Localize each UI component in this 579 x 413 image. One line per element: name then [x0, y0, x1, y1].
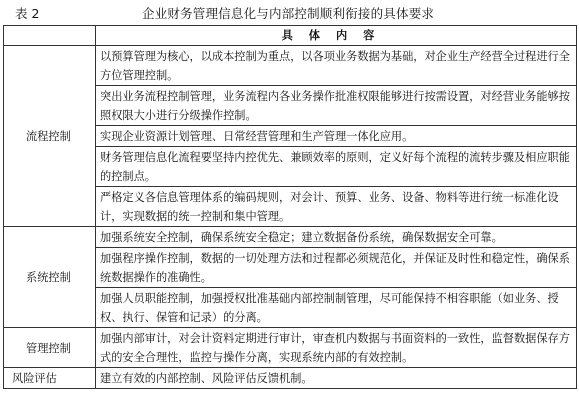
content-cell: 以预算管理为核心，以成本控制为重点，以各项业务数据为基础，对企业生产经营全过程进行全方位管理控制。 — [96, 46, 577, 86]
table-row — [4, 227, 577, 248]
content-cell: 突出业务流程控制管理，业务流程内各业务操作批准权限能够进行按需设置，对经营业务能够按照权限大小进行分级操作控制。 — [96, 86, 577, 126]
table-row — [4, 328, 577, 368]
content-cell: 实现企业资源计划管理、日常经营管理和生产管理一体化应用。 — [96, 126, 577, 147]
content-cell: 严格定义各信息管理体系的编码规则，对会计、预算、业务、设备、物料等进行统一标准化设计，实现数据的统一控制和集中管理。 — [96, 187, 577, 227]
content-cell: 加强内部审计，对会计资料定期进行审计，审查机内数据与书面资料的一致性，监督数据保存方式的安全合理性，监控与操作分离，实现系统内部的有效控制。 — [96, 328, 577, 368]
category-process-control: 流程控制 — [4, 46, 96, 227]
table-number: 表 2 — [15, 6, 40, 21]
table-row — [4, 368, 577, 389]
table-header-row — [4, 26, 577, 46]
category-risk-assessment: 风险评估 — [4, 368, 96, 389]
content-cell: 加强程序操作控制，数据的一切处理方法和过程都必须规范化，并保证及时性和稳定性，确保系统数据操作的准确性。 — [96, 248, 577, 288]
table-title: 企业财务管理信息化与内部控制顺利衔接的具体要求 — [142, 6, 435, 21]
requirements-table — [3, 25, 577, 389]
header-empty-cell — [4, 26, 96, 46]
category-system-control: 系统控制 — [4, 227, 96, 328]
content-cell: 加强人员职能控制，加强授权批准基础内部控制制管理，尽可能保持不相容职能（如业务、授权、执行、保管和记录）的分离。 — [96, 288, 577, 328]
content-cell: 财务管理信息化流程要坚持内控优先、兼顾效率的原则，定义好每个流程的流转步骤及相应职能的控制点。 — [96, 147, 577, 187]
content-cell: 加强系统安全控制，确保系统安全稳定；建立数据备份系统，确保数据安全可靠。 — [96, 227, 577, 248]
category-management-control: 管理控制 — [4, 328, 96, 368]
table-row — [4, 46, 577, 86]
content-cell: 建立有效的内部控制、风险评估反馈机制。 — [96, 368, 577, 389]
header-content-cell: 具体内容 — [96, 26, 577, 46]
table-caption — [0, 0, 579, 24]
